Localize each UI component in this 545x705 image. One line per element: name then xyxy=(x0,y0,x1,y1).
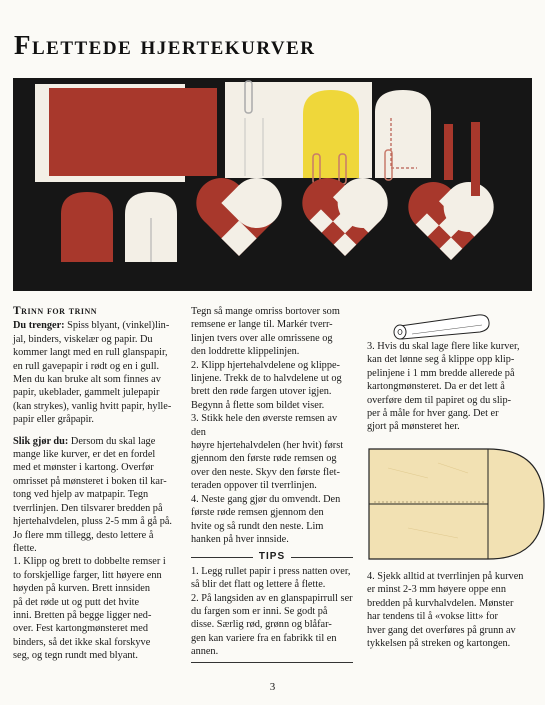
tip-line: disse. Særlig rød, grønn og blåfar- xyxy=(191,619,332,631)
step-line: gjennom den første røde remsen og xyxy=(191,453,337,465)
step-line: linjene. Trekk de to halvdelene ut og xyxy=(191,373,342,385)
instruction-photo xyxy=(13,78,532,291)
step-line: den loddrette klippelinjen. xyxy=(191,346,300,358)
how-line: Jo flere mm tillegg, desto lettere å flette. xyxy=(13,529,154,554)
how-line: to forskjellige farger, litt høyere enn xyxy=(13,569,162,581)
step-line: Tegn så mange omriss bortover som xyxy=(191,306,340,317)
step-line: remsene er lange til. Markér tverr- xyxy=(191,319,333,331)
red-heart-half xyxy=(61,192,113,262)
how-paragraph xyxy=(13,435,179,663)
tip-line: gen kan variere fra en fabrikk til en xyxy=(191,632,337,644)
how-line: 1. Klipp og brett to dobbelte remser i xyxy=(13,556,166,568)
tips-heading: TIPS xyxy=(258,551,286,563)
step-line: brett den røde fargen utover igjen. xyxy=(191,386,332,398)
step3-line: gjort på mønsteret her. xyxy=(367,421,460,433)
step-line: 2. Klipp hjertehalvdelene og klippe- xyxy=(191,359,340,371)
needs-line: en rull gavepapir i rødt og en i gull. xyxy=(13,360,160,372)
column-left xyxy=(13,305,179,663)
column-middle xyxy=(191,305,353,663)
needs-line: Spiss blyant, (vinkel)lin- xyxy=(67,320,170,332)
column-right xyxy=(367,340,533,434)
tip-line: så blir det flatt og lettere å flette. xyxy=(191,579,326,591)
how-line: inni. Bretten på begge ligger ned- xyxy=(13,609,152,621)
how-line: seg, og tegn rundt med blyant. xyxy=(13,650,138,662)
step-line: hvite og så rundt den neste. Lim xyxy=(191,520,324,532)
how-line: høyden på kurven. Brett innsiden xyxy=(13,583,150,595)
red-strip xyxy=(49,88,217,176)
how-line: Dersom du skal lage xyxy=(70,435,156,447)
step-line: Begynn å flette som bildet viser. xyxy=(191,399,325,411)
needs-line: Men du kan bruke alt som finnes av xyxy=(13,374,161,386)
how-line: omrisset på mønsteret i boken til kar- xyxy=(13,475,167,487)
needs-line: (kan strykes), vanlig hvitt papir, hylle- xyxy=(13,400,172,412)
step4-line: hver gang det overføres på grunn av xyxy=(367,624,516,636)
cardboard-template-illustration xyxy=(368,448,545,560)
yellow-template xyxy=(303,90,359,178)
how-line: tong ved hjelp av matpapir. Tegn xyxy=(13,489,149,501)
step4-line: tykkelsen på streken og kartongen. xyxy=(367,638,511,650)
step3-line: kartongmønsteret. Da er det lett å xyxy=(367,381,505,393)
white-template xyxy=(375,90,431,178)
how-line: på det røde ut og putt det hvite xyxy=(13,596,140,608)
how-label: Slik gjør du: xyxy=(13,435,69,447)
step3-line: overføre dem til papiret og du slip- xyxy=(367,394,512,406)
step3-line: per å måle for hver gang. Det er xyxy=(367,408,499,420)
step3-line: kan det lønne seg å klippe opp klip- xyxy=(367,354,515,366)
how-line: med et mønster i kartong. Overfør xyxy=(13,462,154,474)
step-line: over den neste. Skyv den første flet- xyxy=(191,466,340,478)
paper-roll-illustration xyxy=(390,312,500,340)
how-line: over. Fest kartongmønsteret med xyxy=(13,623,148,635)
tip-line: du fargen som er inni. Se godt på xyxy=(191,605,328,617)
step-line: 4. Neste gang gjør du omvendt. Den xyxy=(191,493,341,505)
page-number: 3 xyxy=(269,681,276,693)
needs-line: papir eller gråpapir. xyxy=(13,414,94,426)
step-line: teraden oppover til tverrlinjen. xyxy=(191,480,317,492)
step3-line: 3. Hvis du skal lage flere like kurver, xyxy=(367,341,520,352)
how-line: binders, så det ikke skal forskyve xyxy=(13,636,151,648)
step-line: høyre hjertehalvdelen (her hvit) først xyxy=(191,440,344,452)
tip-line: 1. Legg rullet papir i press natten over, xyxy=(191,565,351,577)
step-line: 3. Stikk hele den øverste remsen av den xyxy=(191,413,338,438)
needs-line: kommer langt med en rull glanspapir, xyxy=(13,347,168,359)
needs-line: jal, binders, viskelær og papir. Du xyxy=(13,333,153,345)
needs-paragraph xyxy=(13,319,179,426)
column-right-lower xyxy=(367,570,533,650)
step-line: første røde remsen gjennom den xyxy=(191,507,324,519)
steps-paragraph xyxy=(191,305,353,546)
how-line: hjertehalvdelen, pluss 2-5 mm å gå på. xyxy=(13,516,172,528)
needs-label: Du trenger: xyxy=(13,320,65,332)
page-title: Flettede hjertekurver xyxy=(14,30,316,60)
step-line: linjen tvers over alle omrissene og xyxy=(191,332,333,344)
how-line: tverrlinjen. Den tilsvarer bredden på xyxy=(13,502,163,514)
tips-divider xyxy=(191,550,353,563)
handle-strip xyxy=(444,124,453,180)
tips-paragraph xyxy=(191,565,353,659)
handle-strip xyxy=(471,122,480,196)
section-heading: Trinn for trinn xyxy=(13,305,98,317)
how-line: mange like kurver, er det en fordel xyxy=(13,449,156,461)
tip-line: annen. xyxy=(191,646,219,658)
tip-line: 2. På langsiden av en glanspapirrull ser xyxy=(191,592,353,604)
step4-line: er minst 2-3 mm høyere oppe enn xyxy=(367,584,506,596)
step3-line: pelinjene i 1 mm bredde allerede på xyxy=(367,367,515,379)
needs-line: papir, ukeblader, gammelt julepapir xyxy=(13,387,160,399)
step-line: hanken på hver innside. xyxy=(191,533,289,545)
step4-line: bredden på kurvhalvdelen. Mønster xyxy=(367,597,514,609)
step4-line: har tendens til å «vokse litt» for xyxy=(367,611,498,623)
step4-line: 4. Sjekk alltid at tverrlinjen på kurven xyxy=(367,571,524,582)
